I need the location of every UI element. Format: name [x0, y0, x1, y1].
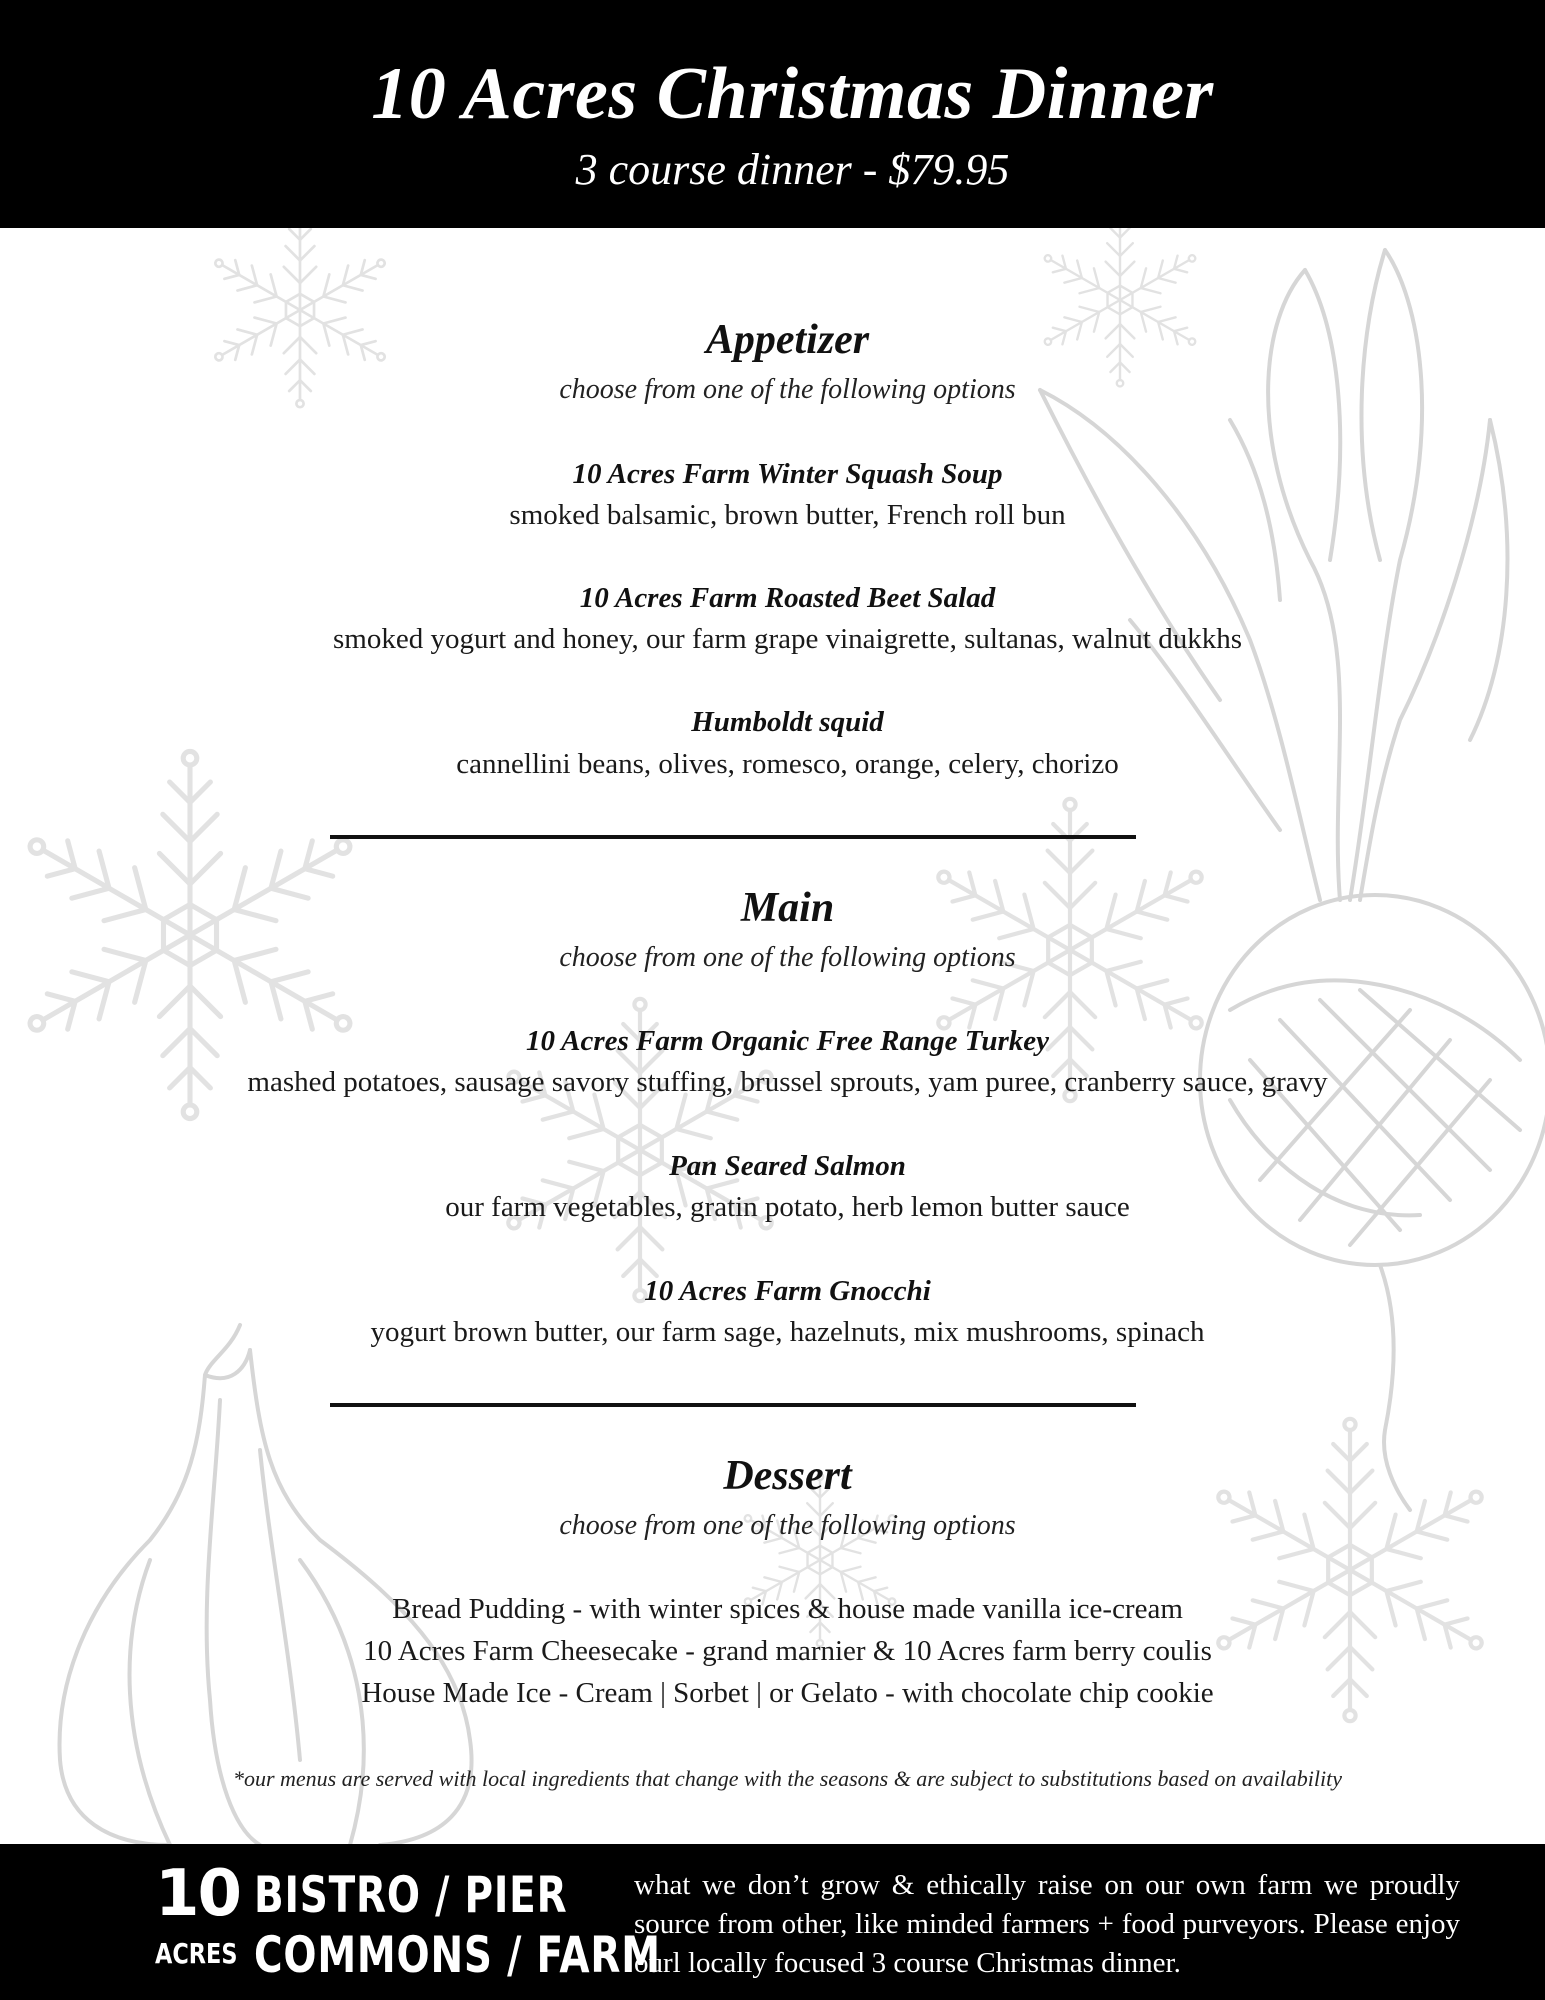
menu-item-desc: smoked balsamic, brown butter, French roll bun [509, 499, 1066, 531]
dessert-item: Bread Pudding - with winter spices & house made vanilla ice-cream [392, 1593, 1183, 1625]
logo-word: ACRES [155, 1937, 238, 1970]
section-divider [330, 1403, 1136, 1407]
menu-item-desc: our farm vegetables, gratin potato, herb lemon butter sauce [445, 1191, 1130, 1223]
main-subtitle: choose from one of the following options [559, 942, 1016, 973]
logo-line-bistro-pier: BISTRO / PIER [254, 1866, 568, 1924]
main-title: Main [740, 885, 835, 931]
menu-item-name: 10 Acres Farm Roasted Beet Salad [579, 582, 996, 614]
menu-item-name: 10 Acres Farm Winter Squash Soup [572, 458, 1003, 490]
header-bar [0, 0, 1545, 228]
page-title: 10 Acres Christmas Dinner [371, 53, 1214, 135]
menu-item-name: Humboldt squid [691, 706, 884, 738]
menu-item-desc: mashed potatoes, sausage savory stuffing, brussel sprouts, yam puree, cranberry sauce, gravy [247, 1066, 1328, 1098]
appetizer-subtitle: choose from one of the following options [559, 374, 1016, 405]
page-subtitle: 3 course dinner - $79.95 [575, 145, 1010, 194]
menu-item-name: 10 Acres Farm Gnocchi [644, 1275, 931, 1307]
logo-line-commons-farm: COMMONS / FARM [254, 1926, 661, 1984]
availability-note: *our menus are served with local ingredients that change with the seasons & are subject to substitutions based on availability [232, 1766, 1343, 1791]
logo-number: 10 [155, 1857, 241, 1931]
footer-bar [0, 1844, 1545, 2000]
dessert-subtitle: choose from one of the following options [559, 1510, 1016, 1541]
menu-item-desc: cannellini beans, olives, romesco, orange, celery, chorizo [456, 748, 1119, 780]
appetizer-title: Appetizer [705, 317, 870, 363]
menu-item-desc: smoked yogurt and honey, our farm grape vinaigrette, sultanas, walnut dukkhs [333, 623, 1242, 655]
dessert-item: House Made Ice - Cream | Sorbet | or Gelato - with chocolate chip cookie [361, 1677, 1214, 1709]
menu-item-desc: yogurt brown butter, our farm sage, hazelnuts, mix mushrooms, spinach [370, 1316, 1205, 1348]
dessert-title: Dessert [723, 1453, 852, 1499]
dessert-item: 10 Acres Farm Cheesecake - grand marnier & 10 Acres farm berry coulis [363, 1635, 1212, 1667]
menu-item-name: 10 Acres Farm Organic Free Range Turkey [525, 1025, 1050, 1057]
section-divider [330, 835, 1136, 839]
menu-item-name: Pan Seared Salmon [669, 1150, 906, 1182]
footer-tagline: what we don’t grow & ethically raise on our own farm we proudly source from other, like minded farmers + food purveyors. Please enjoy ourl locally focused 3 course Christmas dinner. [634, 1869, 1460, 1979]
snowflake-icon [16, 751, 365, 1118]
